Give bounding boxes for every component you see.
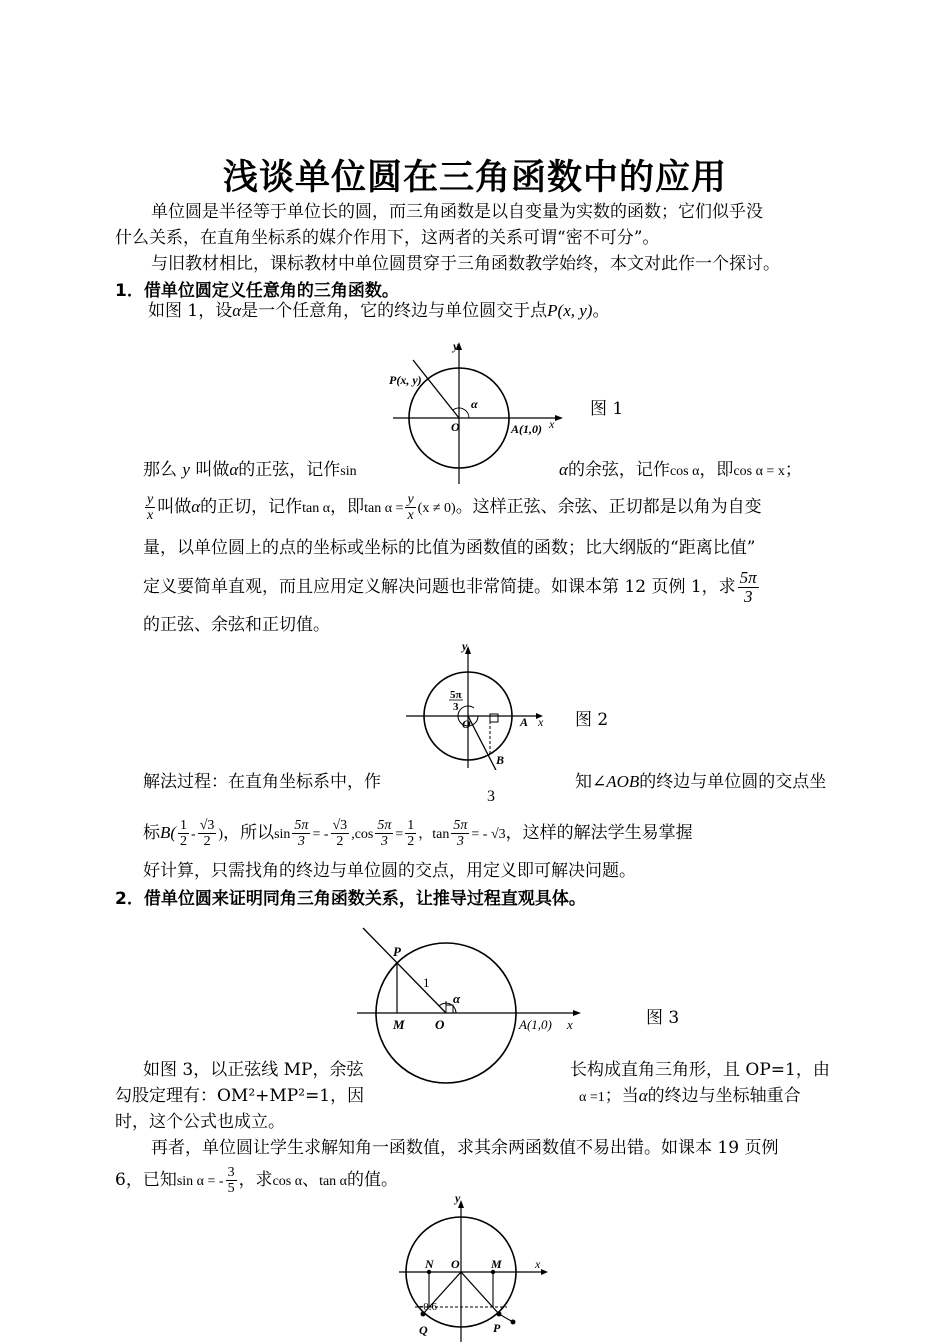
fig2-angle-num: 5π xyxy=(450,689,462,701)
s1-p1 xyxy=(148,298,609,324)
eq: = xyxy=(395,827,404,842)
text: 叫做 xyxy=(195,460,230,480)
s2-p2-right xyxy=(579,1083,801,1111)
text: ，求 xyxy=(238,1170,273,1190)
text: ，即 xyxy=(699,460,734,480)
s1-p6: 的正弦、余弦和正切值。 xyxy=(143,615,330,635)
fig1-origin-label: O xyxy=(451,420,460,434)
fig3-origin-label: O xyxy=(435,1017,445,1032)
angle-aob: ∠AOB xyxy=(592,772,640,791)
text: ，这样的解法学生易掌握 xyxy=(505,823,693,843)
fig3-x-label: x xyxy=(567,1017,573,1032)
alpha-symbol: α xyxy=(638,1086,648,1105)
fig3-one-label: 1 xyxy=(423,975,430,990)
tan-cond: (x ≠ 0) xyxy=(417,501,456,516)
half: $\frac{1}{2}$ xyxy=(180,818,188,849)
alpha-symbol: α xyxy=(559,460,568,479)
fig4-point-m-label: M xyxy=(491,1257,502,1271)
tan-fn: ，tan xyxy=(418,827,450,842)
s2-p3: 时，这个公式也成立。 xyxy=(115,1112,285,1132)
fig4-point-q-label: Q xyxy=(419,1323,428,1337)
cos-alpha: cos α xyxy=(669,464,700,479)
fig3-point-m-label: M xyxy=(393,1017,405,1032)
text: 叫做 xyxy=(157,497,192,517)
fig1-point-a-label: A(1,0) xyxy=(511,422,542,436)
close-paren: ) xyxy=(218,827,224,842)
point-b: B( xyxy=(160,823,177,842)
text: 的余弦，记作 xyxy=(567,460,670,480)
three-fifths: $\frac{3}{5}$ xyxy=(227,1165,235,1196)
section1-heading: 1．借单位圆定义任意角的三角函数。 xyxy=(115,281,399,301)
tan-value: = - √3 xyxy=(471,827,506,842)
fig3-point-a-label: A(1,0) xyxy=(519,1017,552,1032)
cos-ask: cos α xyxy=(272,1174,303,1189)
text: 的正切，记作 xyxy=(200,497,303,517)
y-var: y xyxy=(182,460,190,479)
fig1-y-label: y xyxy=(453,339,459,353)
fig3-point-p-label: P xyxy=(393,944,401,959)
text: 那么 xyxy=(143,460,177,480)
page-title: 浅谈单位圆在三角函数中的应用 xyxy=(222,158,727,198)
tan-alpha: tan α xyxy=(302,501,331,516)
text: 的值。 xyxy=(347,1170,399,1190)
y-over-x: $\frac{y}{x}$ xyxy=(147,492,154,523)
text: 定义要简单直观，而且应用定义解决问题也非常简捷。如课本第 12 页例 1，求 xyxy=(143,577,736,597)
text: 知 xyxy=(575,772,592,792)
text: 是一个任意角，它的终边与单位圆交于点 xyxy=(241,301,548,321)
stray-three: 3 xyxy=(487,788,495,805)
text: 的正弦，记作 xyxy=(238,460,341,480)
s1-p7-right xyxy=(575,769,826,795)
s1-p4: 量，以单位圆上的点的坐标或坐标的比值为函数值的函数；比大纲版的“距离比值” xyxy=(143,538,756,558)
figure-2-unit-circle xyxy=(400,638,560,770)
eq-neg: = - xyxy=(312,827,329,842)
fig1-x-label: x xyxy=(549,417,555,431)
text: 、 xyxy=(302,1170,320,1190)
partial-eq: α =1 xyxy=(579,1090,605,1105)
fig4-x-label: x xyxy=(535,1257,541,1271)
figure-4-unit-circle xyxy=(395,1192,560,1342)
intro-line-1: 单位圆是半径等于单位长的圆，而三角函数是以自变量为实数的函数；它们似乎没 xyxy=(151,202,763,222)
s1-p7-left: 解法过程：在直角坐标系中，作 xyxy=(143,772,381,792)
minus: - xyxy=(191,827,196,842)
s1-p2-right xyxy=(559,457,802,485)
five-pi-over-three: $\frac{5\pi}{3}$ xyxy=(739,568,757,606)
fig4-neg06-label: −0.6 xyxy=(417,1301,437,1313)
fig2-y-label: y xyxy=(462,639,468,653)
cos-eq: cos α = x xyxy=(733,464,785,479)
half: $\frac{1}{2}$ xyxy=(407,818,415,849)
text: ，即 xyxy=(330,497,365,517)
s2-p4: 再者，单位圆让学生求解知角一函数值，求其余两函数值不易出错。如课本 19 页例 xyxy=(151,1138,779,1158)
figure-3-caption: 图 3 xyxy=(646,1008,680,1028)
fig4-origin-label: O xyxy=(451,1257,460,1271)
text: 如图 1，设 xyxy=(148,301,233,321)
alpha-symbol: α xyxy=(229,460,239,479)
alpha-symbol: α xyxy=(232,301,242,320)
s2-p5 xyxy=(115,1165,398,1196)
five-pi-over-three: $\frac{5\pi}{3}$ xyxy=(453,818,468,849)
text: ； xyxy=(784,460,802,480)
fig4-point-n-label: N xyxy=(425,1257,434,1271)
figure-1-unit-circle xyxy=(385,338,575,488)
root3-over-2: $\frac{√3}{2}$ xyxy=(199,818,215,849)
fig3-alpha-label: α xyxy=(453,991,461,1006)
fig4-point-p-label: P xyxy=(493,1321,501,1335)
text: 标 xyxy=(143,823,160,843)
fig2-point-a-label: A xyxy=(520,715,529,729)
text: ；当 xyxy=(604,1086,639,1106)
text: 的终边与坐标轴重合 xyxy=(647,1086,801,1106)
y-over-x: $\frac{y}{x}$ xyxy=(407,492,414,523)
sin-fn: sin xyxy=(274,827,291,842)
fig1-point-p-label: P(x, y) xyxy=(389,373,422,387)
s2-p2-left: 勾股定理有：OM²+MP²=1，因 xyxy=(115,1086,365,1106)
text: ，所以 xyxy=(223,823,275,843)
text: 。这样正弦、余弦、正切都是以角为自变 xyxy=(455,497,762,517)
s1-p9: 好计算，只需找角的终边与单位圆的交点，用定义即可解决问题。 xyxy=(143,861,636,881)
text: 。 xyxy=(592,301,610,321)
tan-eq: tan α = xyxy=(364,501,404,516)
cos-fn: ,cos xyxy=(351,827,374,842)
s1-p8 xyxy=(143,818,693,849)
sin-fn: sin xyxy=(340,464,357,479)
fig1-alpha-label: α xyxy=(471,397,478,411)
fig2-origin-label: O xyxy=(462,717,471,731)
s1-p2-left xyxy=(143,457,357,485)
sin-given: sin α = - xyxy=(176,1174,224,1189)
section2-heading: 2．借单位圆来证明同角三角函数关系，让推导过程直观具体。 xyxy=(115,889,586,909)
s1-p3 xyxy=(143,492,762,523)
text: 6，已知 xyxy=(115,1170,177,1190)
five-pi-over-three: $\frac{5\pi}{3}$ xyxy=(294,818,309,849)
figure-3-unit-circle xyxy=(355,923,585,1103)
five-pi-over-three: $\frac{5\pi}{3}$ xyxy=(377,818,392,849)
text: 的终边与单位圆的交点坐 xyxy=(639,772,827,792)
alpha-symbol: α xyxy=(191,497,201,516)
tan-ask: tan α xyxy=(319,1174,348,1189)
root3-over-2: $\frac{√3}{2}$ xyxy=(332,818,348,849)
figure-1-caption: 图 1 xyxy=(590,399,624,419)
fig2-point-b-label: B xyxy=(496,753,505,767)
fig4-y-label: y xyxy=(455,1192,461,1205)
figure-2-caption: 图 2 xyxy=(575,710,609,730)
s1-p5 xyxy=(143,569,761,606)
intro-line-3: 与旧教材相比，课标教材中单位圆贯穿于三角函数教学始终，本文对此作一个探讨。 xyxy=(151,254,780,274)
fig2-x-label: x xyxy=(538,715,544,729)
s2-p1-right: 长构成直角三角形，且 OP=1，由 xyxy=(570,1060,830,1080)
s2-p1-left: 如图 3，以正弦线 MP，余弦 xyxy=(143,1060,364,1080)
intro-line-2: 什么关系，在直角坐标系的媒介作用下，这两者的关系可谓“密不可分”。 xyxy=(115,228,660,248)
fig2-angle-den: 3 xyxy=(453,701,459,713)
point-p: P(x, y) xyxy=(547,301,593,320)
